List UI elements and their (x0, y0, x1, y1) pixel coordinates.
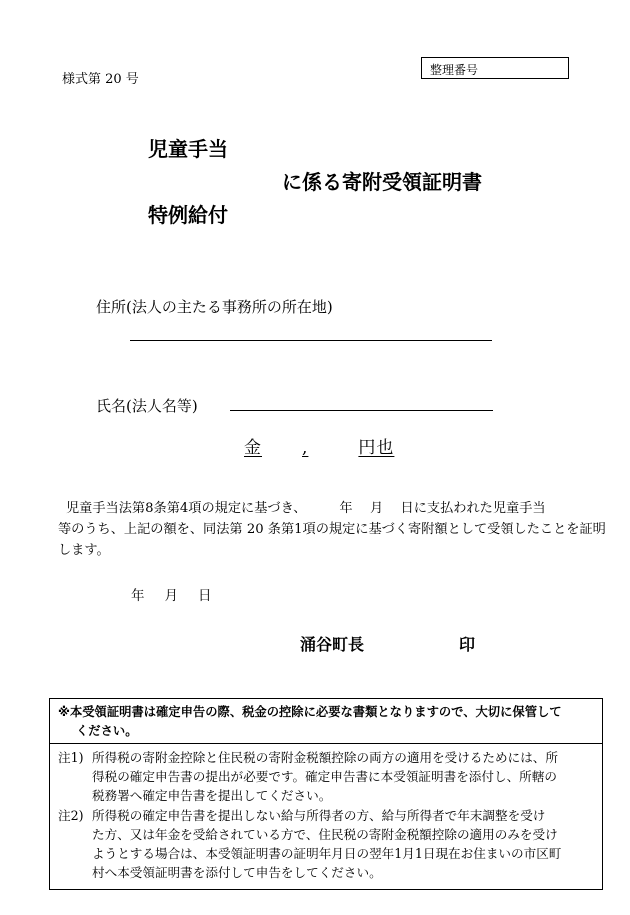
body-line-1: 児童手当法第8条第4項の規定に基づき、 年 月 日に支払われた児童手当 (66, 501, 546, 516)
note-1-line-1: 所得税の寄附金控除と住民税の寄附金税額控除の両方の適用を受けるためには、所 (92, 750, 558, 765)
reference-number-box[interactable] (421, 57, 569, 79)
title-line-1: 児童手当 (148, 137, 228, 161)
note-1-label: 注1) (58, 750, 84, 765)
address-field-line[interactable] (130, 340, 492, 341)
note-1-line-3: 税務署へ確定申告書を提出してください。 (92, 788, 332, 803)
body-line-2: 等のうち、上記の額を、同法第 20 条第1項の規定に基づく寄附額として受領したことを証明 (58, 522, 606, 537)
note-2-line-1: 所得税の確定申告書を提出しない給与所得者の方、給与所得者で年末調整を受け (92, 808, 546, 823)
amount-separator: , (302, 438, 309, 458)
notes-box (49, 698, 603, 890)
note-2-line-2: た方、又は年金を受給されている方で、住民税の寄附金税額控除の適用のみを受け (92, 827, 558, 842)
name-label: 氏名(法人名等) (96, 397, 198, 415)
body-line-3: します。 (58, 543, 110, 558)
form-number: 様式第 20 号 (62, 72, 139, 87)
reference-number-label: 整理番号 (430, 63, 479, 77)
warning-line-2: ください。 (76, 724, 138, 738)
note-2-label: 注2) (58, 808, 84, 823)
date-month: 月 (164, 588, 178, 604)
date-day: 日 (198, 588, 212, 604)
certification-date (131, 584, 212, 604)
name-field-line[interactable] (230, 410, 493, 411)
title-line-3: 特例給付 (148, 203, 228, 227)
note-2-line-4: 村へ本受領証明書を添付して申告をしてください。 (92, 865, 382, 880)
certification-body (58, 498, 606, 561)
note-2-line-3: ようとする場合は、本受領証明書の証明年月日の翌年1月1日現在お住まいの市区町 (92, 846, 562, 861)
issuer-title: 涌谷町長 (300, 635, 365, 654)
amount-suffix: 円也 (358, 438, 395, 458)
note-1-line-2: 得税の確定申告書の提出が必要です。確定申告書に本受領証明書を添付し、所轄の (92, 769, 557, 784)
title-line-2: に係る寄附受領証明書 (282, 170, 482, 194)
warning-line-1: ※本受領証明書は確定申告の際、税金の控除に必要な書類となりますので、大切に保管して (58, 705, 562, 719)
storage-warning (50, 699, 602, 744)
seal-mark: 印 (459, 635, 476, 654)
amount-line (244, 433, 394, 458)
date-year: 年 (131, 588, 145, 604)
address-label: 住所(法人の主たる事務所の所在地) (96, 298, 333, 316)
amount-prefix: 金 (244, 438, 262, 458)
